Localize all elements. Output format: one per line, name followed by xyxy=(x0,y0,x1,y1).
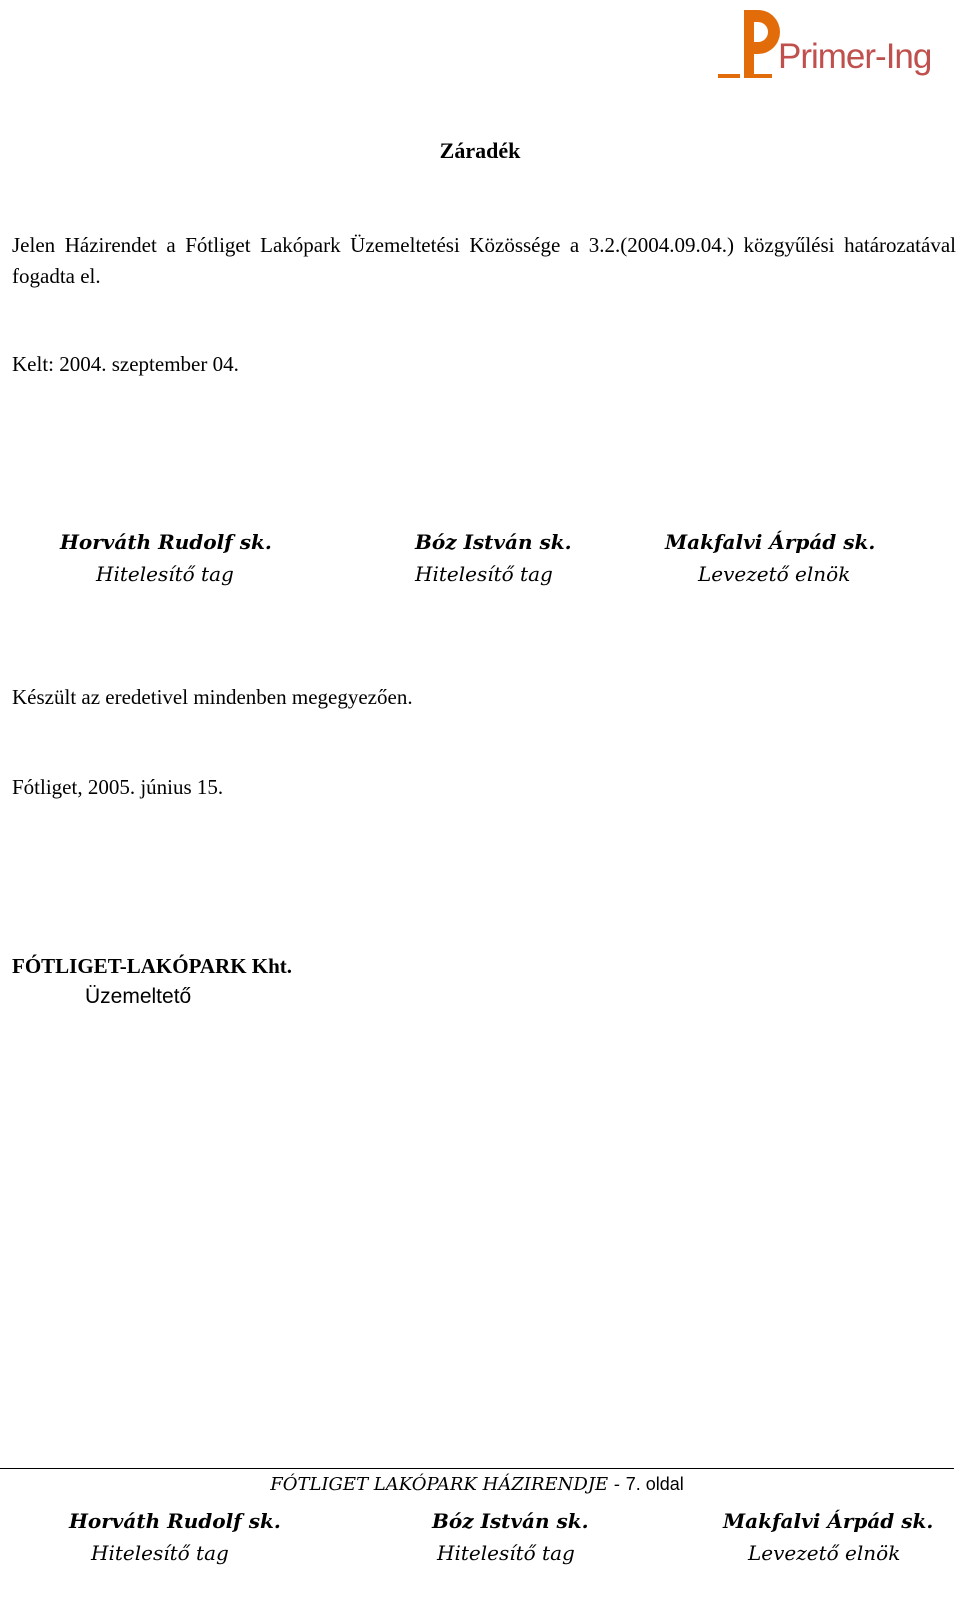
footer-signatory-name-1: Horváth Rudolf sk. xyxy=(69,1509,281,1533)
organization-name: FÓTLIGET-LAKÓPARK Kht. xyxy=(12,954,293,978)
signatory-role-2: Hitelesítő tag xyxy=(415,562,553,586)
footer-signatory-role-1: Hitelesítő tag xyxy=(91,1541,229,1565)
footer-signatory-role-3: Levezető elnök xyxy=(748,1541,901,1565)
footer-title xyxy=(0,1474,954,1495)
certification-line: Készült az eredetivel mindenben megegyezően. xyxy=(12,685,413,709)
signatory-name-1: Horváth Rudolf sk. xyxy=(60,530,272,554)
adoption-paragraph: Jelen Házirendet a Fótliget Lakópark Üzemeltetési Közössége a 3.2.(2004.09.04.) közgyűlési határozatával fogadta el. xyxy=(12,233,956,288)
signatory-name-3: Makfalvi Árpád sk. xyxy=(665,530,876,554)
footer-signatory-role-2: Hitelesítő tag xyxy=(437,1541,575,1565)
footer-document-title: FÓTLIGET LAKÓPARK HÁZIRENDJE - xyxy=(270,1474,626,1495)
signatory-name-2: Bóz István sk. xyxy=(415,530,572,554)
footer-signatory-name-2: Bóz István sk. xyxy=(432,1509,589,1533)
place-date-line: Fótliget, 2005. június 15. xyxy=(12,775,224,799)
document-title: Záradék xyxy=(439,138,521,163)
company-logo xyxy=(718,4,958,96)
signatory-role-3: Levezető elnök xyxy=(698,562,851,586)
footer-signatory-name-3: Makfalvi Árpád sk. xyxy=(723,1509,934,1533)
dated-line: Kelt: 2004. szeptember 04. xyxy=(12,352,239,376)
footer-page-number: 7. oldal xyxy=(625,1474,684,1494)
logo-text: Primer-Ing xyxy=(778,37,932,76)
signatory-role-1: Hitelesítő tag xyxy=(96,562,234,586)
footer-divider xyxy=(0,1468,954,1469)
organization-role: Üzemeltető xyxy=(85,985,192,1008)
